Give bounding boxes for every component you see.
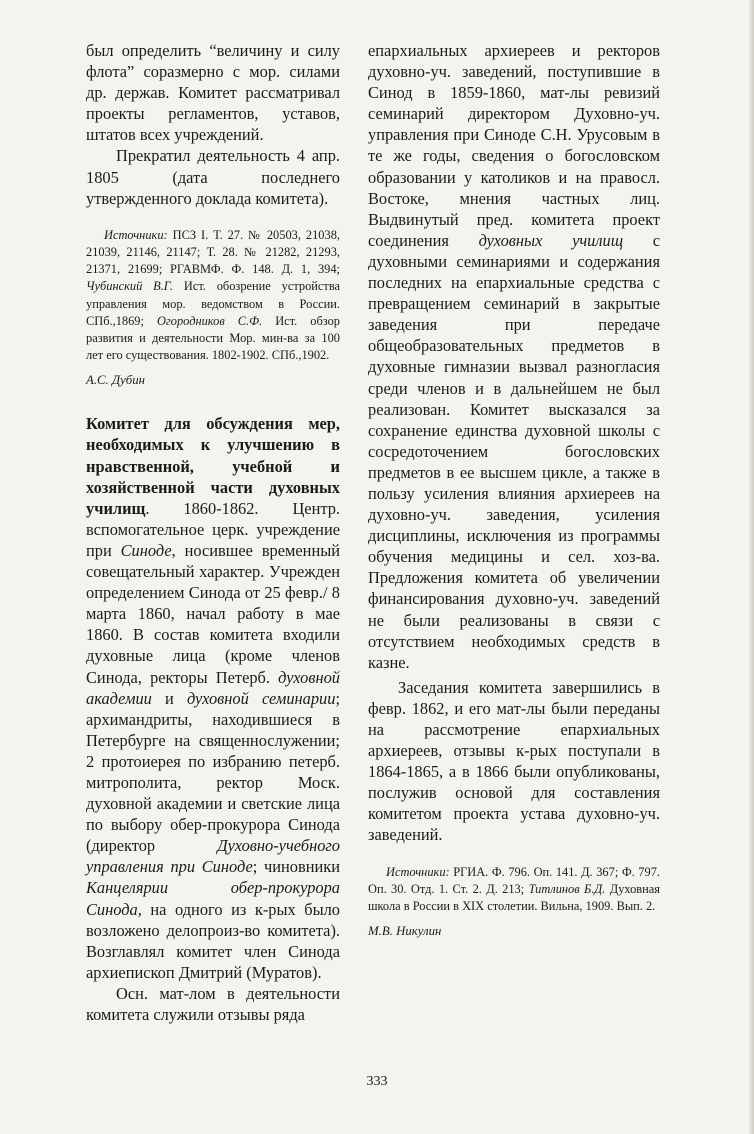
right-column <box>368 40 660 939</box>
sources-text: РГИА. Ф. 796. Оп. 141. Д. 367; Ф. 797. Оп. 30. Отд. 1. Ст. 2. Д. 213; <box>368 864 660 896</box>
second-paragraph-start: Осн. мат-лом в деятельности комитета служили отзывы ряда <box>86 983 340 1024</box>
cross-reference: Синоде <box>120 540 172 560</box>
paragraph-text: на одного из к-рых было возложено делопроиз-во комитета). Возглавлял комитет член Синода архиепископ Дмитрий (Муратов). <box>86 899 340 982</box>
source-author: Чубинский В.Г. <box>86 279 174 294</box>
cross-reference: духовной академии <box>86 667 340 708</box>
article-first-paragraph <box>86 413 340 983</box>
sources-label: Источники: <box>104 227 168 242</box>
source-author: Титлинов Б.Д. <box>528 881 606 896</box>
cross-reference: духовных училищ <box>478 230 624 250</box>
sources-text: ПСЗ I. Т. 27. № 20503, 21038, 21039, 21146, 21147; Т. 28. № 21282, 21293, 21371, 21699; РГАВМФ. Ф. 148. Д. 1, 394; <box>86 227 340 277</box>
paragraph-text: ; чиновники <box>252 857 340 877</box>
paragraph-text: епархиальных архиереев и ректоров духовно-уч. заведений, поступившие в Синод в 1859-1860, мат-лы ревизий семинарий директором Духовно-уч. управления при Синоде С.Н. Урусовым в те же годы, сведения о богословском образовании у католиков и на правосл. Востоке, мнения частных лиц. Выдвинутый пред. комитета проект соединения <box>368 41 660 250</box>
sources-block <box>86 227 340 365</box>
second-paragraph-continued <box>368 40 660 673</box>
end-paragraph: Прекратил деятельность 4 апр. 1805 (дата последнего утвержденного доклада комитета). <box>86 146 340 208</box>
article-title: Комитет для обсуждения мер, необходимых к улучшению в нравственной, учебной и хозяйственной части духовных училищ <box>86 414 340 518</box>
left-column <box>86 40 340 1025</box>
article-author: М.В. Никулин <box>368 924 442 939</box>
cross-reference: Канцелярии обер-прокурора Синода, <box>86 878 340 919</box>
sources-text: Ист. обзор развития и деятельности Мор. мин-ва за 100 лет его существования. 1802-1902. СПб.,1902. <box>86 313 340 363</box>
article-author: А.С. Дубин <box>86 373 145 388</box>
page-number: 333 <box>366 1074 388 1089</box>
cross-reference: Духовно-учебного управления при Синоде <box>86 836 340 877</box>
intro-paragraph: был определить “величину и силу флота” соразмерно с мор. силами др. держав. Комитет рассматривал проекты регламентов, уставов, штатов всех учреждений. <box>86 41 340 145</box>
sources-block <box>368 864 660 916</box>
cross-reference: духовной семинарии <box>186 688 336 708</box>
paragraph-text: ; архимандриты, находившиеся в Петербурге на священнослужении; 2 протоиерея по избранию петерб. митрополита, ректор Моск. духовной академии и светские лица по выбору обер-прокурора Синода (директор <box>86 688 340 856</box>
paragraph-text: с духовными семинариями и содержания последних на епархиальные средства с превращением семинарий в закрытые заведения при передаче общеобразовательных предметов в духовные гимназии вызвал разногласия среди членов и в дальнейшем не был реализован. Комитет высказался за сохранение единства духовной школы с сосредоточением богословских предметов в ее высшем цикле, а также в пользу усиления влияния архиереев на духовно-уч. заведения, усиления дисциплины, исключения из программы обучения медицины и сел. хоз-ва. Предложения комитета об увеличении финансирования духовно-уч. заведений не были реализованы в связи с отсутствием необходимых средств в казне. <box>368 230 660 672</box>
paragraph-text: и <box>151 688 187 708</box>
sources-text: Духовная школа в России в XIX столетии. Вильна, 1909. Вып. 2. <box>368 881 660 913</box>
article-separator <box>86 388 340 413</box>
paragraph-text: , носившее временный совещательный характер. Учрежден определением Синода от 25 февр./ 8 марта 1860, начал работу в мае 1860. В состав комитета входили духовные лица (кроме членов Синода, ректоры Петерб. <box>86 540 341 687</box>
paragraph-text: . 1860-1862. Центр. вспомогательное церк. учреждение при <box>86 498 340 560</box>
page-edge-shadow <box>748 0 754 1134</box>
source-author: Огородников С.Ф. <box>156 313 263 328</box>
sources-text: Ист. обозрение устройства управления мор. ведомством в России. СПб.,1869; <box>86 279 341 328</box>
sources-label: Источники: <box>386 864 450 879</box>
third-paragraph: Заседания комитета завершились в февр. 1862, и его мат-лы были переданы на рассмотрение епархиальных архиереев, отзывы к-рых поступали в 1864-1865, а в 1866 были опубликованы, послужив основой для составления комитетом проекта устава духовно-уч. заведений. <box>368 677 660 845</box>
